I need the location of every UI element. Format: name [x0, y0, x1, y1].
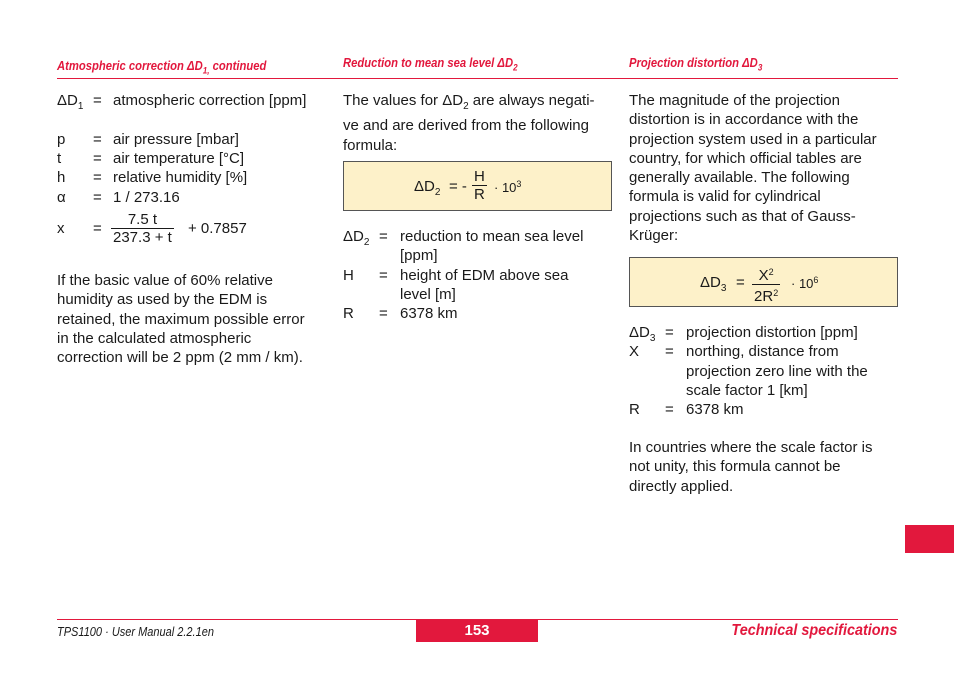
x-formula-tail: + 0.7857 — [188, 220, 247, 237]
col1-header: Atmospheric correction $\Delta D_{1,}$ continued — [57, 59, 267, 76]
formula-box-d2: $\Delta D_2$ = - $\frac{H}{R}$ · $10^3$ — [343, 161, 612, 211]
x-fraction: $\frac{7.5 t}{237.3 + t}$ — [113, 211, 172, 246]
col3-header: Projection distortion $\Delta D_3$ — [629, 56, 763, 73]
d2-fraction: $\frac{H}{R}$ — [474, 168, 485, 203]
page-number: 153 — [416, 620, 538, 642]
col1-paragraph: If the basic value of 60% relative humidity as used by the EDM is retained, the maximum possible error in the calculated atmospheric correction will be 2 ppm (2 mm / km). — [57, 272, 305, 367]
chapter-tab — [905, 525, 954, 553]
col2-intro: The values for $\Delta D_2$ are always negati- ve and are derived from the following formula: — [343, 92, 595, 154]
manual-title: TPS1100 · User Manual 2.2.1en — [57, 625, 214, 639]
formula-box-d3: $\Delta D_3$ = $\frac{X^2}{2R^2}$ · $10^6$ — [629, 257, 898, 307]
col3-paragraph: The magnitude of the projection distortion is in accordance with the projection system used in a particular country, for which official tables are generally available. The following formula is valid for cylindrical projections such as that of Gauss- Krüger: — [629, 92, 877, 245]
col2-header: Reduction to mean sea level $\Delta D_2$ — [343, 56, 518, 73]
col3-closing: In countries where the scale factor is not unity, this formula cannot be directly applied. — [629, 439, 873, 495]
header-rule — [57, 78, 898, 79]
section-title: Technical specifications — [731, 622, 897, 639]
d3-fraction: $\frac{X^2}{2R^2}$ — [752, 264, 780, 305]
